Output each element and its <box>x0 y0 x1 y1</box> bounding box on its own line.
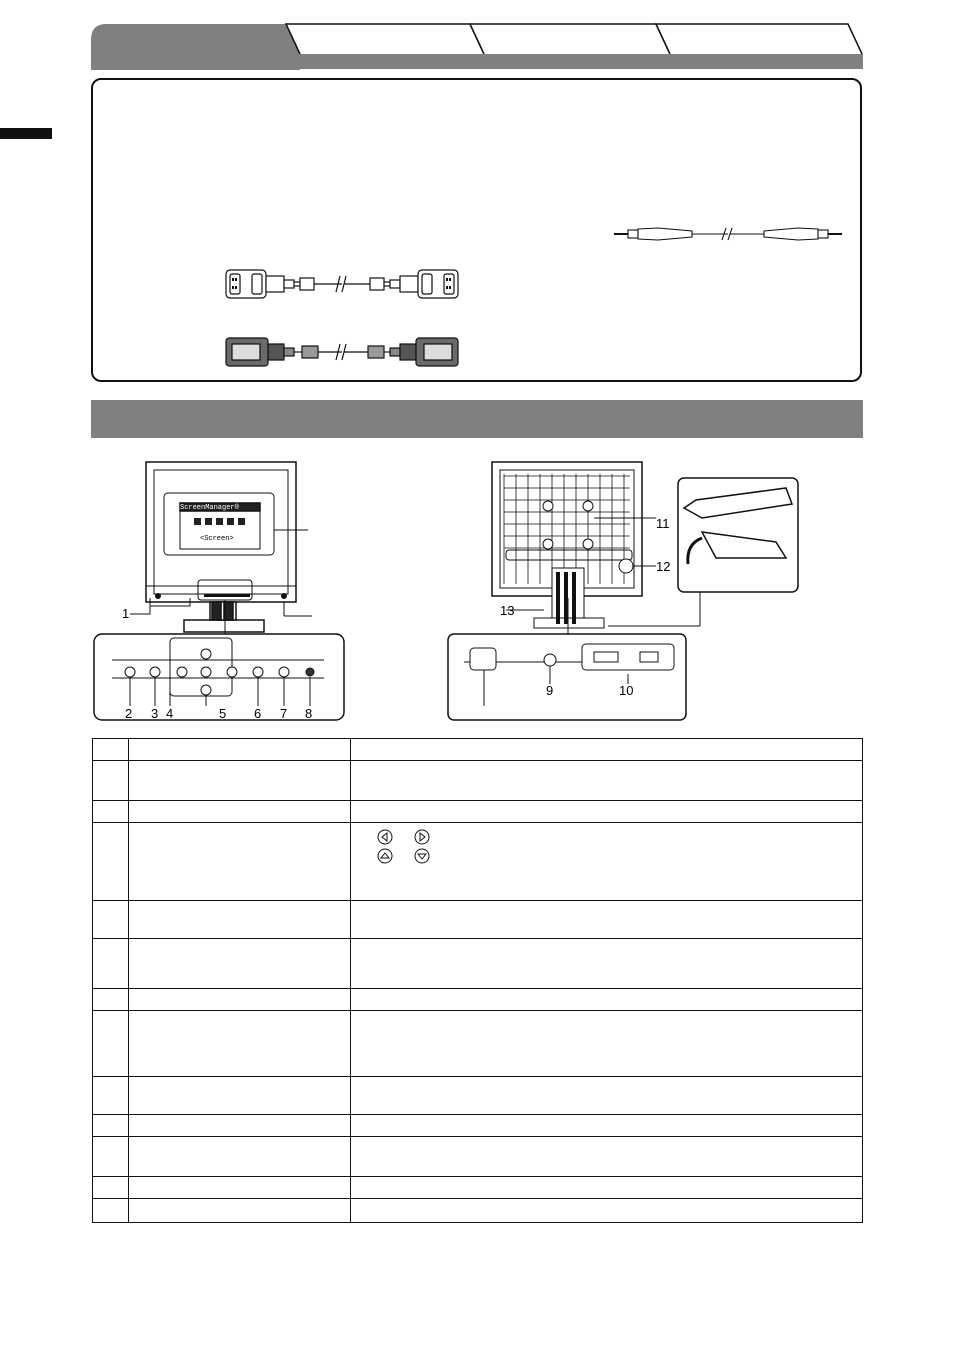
table-row <box>93 1137 863 1177</box>
callout-13: 13 <box>500 603 515 618</box>
tab-4 <box>656 24 862 54</box>
callout-1: 1 <box>122 606 130 621</box>
table-row <box>93 1177 863 1199</box>
table-row <box>93 989 863 1011</box>
table-row <box>93 1011 863 1077</box>
osd-caption: <Screen> <box>200 535 234 543</box>
table-row <box>93 901 863 939</box>
table-row <box>93 1199 863 1223</box>
controls-table <box>92 738 863 1223</box>
table-row <box>93 1115 863 1137</box>
callout-7: 7 <box>280 706 288 721</box>
signal-cable-digital <box>222 332 462 372</box>
tab-underline <box>91 54 863 69</box>
callout-3: 3 <box>151 706 159 721</box>
tab-bar <box>0 0 954 72</box>
callout-2: 2 <box>125 706 133 721</box>
callout-12: 12 <box>656 559 671 574</box>
table-row <box>93 1077 863 1115</box>
callout-5: 5 <box>219 706 227 721</box>
callout-6: 6 <box>254 706 262 721</box>
table-row <box>93 739 863 761</box>
table-row <box>93 939 863 989</box>
audio-cable <box>612 224 844 244</box>
signal-cable-analog <box>222 262 462 306</box>
callout-9: 9 <box>546 683 554 698</box>
callout-10: 10 <box>619 683 634 698</box>
right-arrow-icon <box>414 829 430 845</box>
table-row <box>93 801 863 823</box>
callout-8: 8 <box>305 706 313 721</box>
side-thumb-mark <box>0 128 52 139</box>
callout-4: 4 <box>166 706 174 721</box>
tab-3 <box>470 24 670 54</box>
left-arrow-icon <box>377 829 393 845</box>
table-row <box>93 761 863 801</box>
tab-2 <box>286 24 484 54</box>
up-arrow-icon <box>377 848 393 864</box>
callout-11: 11 <box>656 516 670 531</box>
osd-title: ScreenManager® <box>180 504 239 512</box>
table-row <box>93 823 863 901</box>
section-header-bar <box>91 400 863 438</box>
down-arrow-icon <box>414 848 430 864</box>
monitor-front-diagram <box>90 458 350 724</box>
